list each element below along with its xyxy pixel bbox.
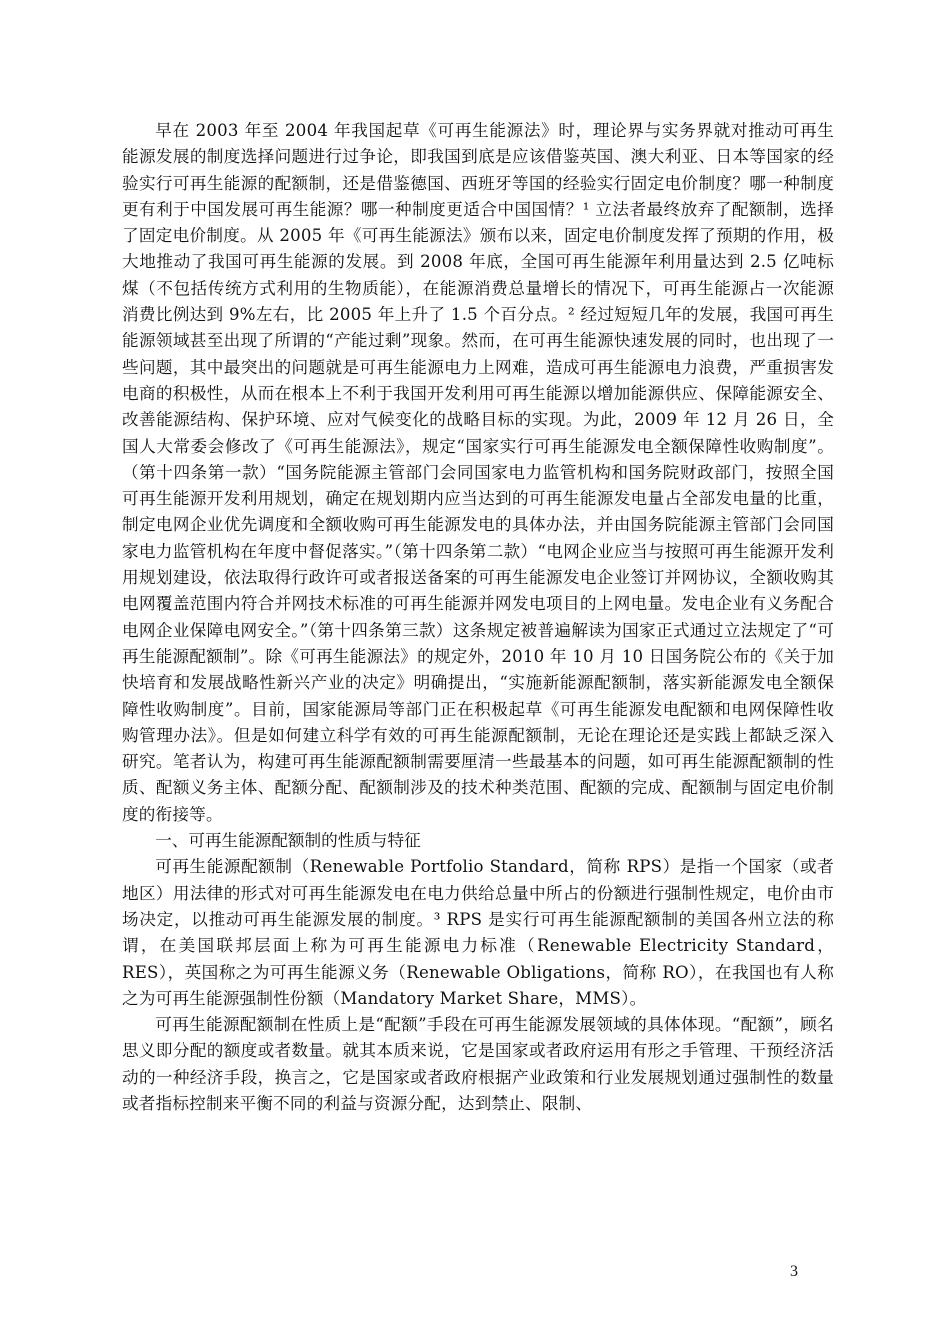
section-heading: 一、可再生能源配额制的性质与特征 xyxy=(155,831,421,851)
paragraph-quota-nature: 可再生能源配额制在性质上是“配额”手段在可再生能源发展领域的具体体现。“配额”，顾名思义即分配的额度或者数量。就其本质来说，它是国家或者政府运用有形之手管理、干预经济活动的一种经济手段，换言之，它是国家或者政府根据产业政策和行业发展规划通过强制性的数量或者指标控制来平衡不同的利益与资源分配，达到禁止、限制、 xyxy=(122,1015,834,1113)
paragraph-intro: 早在 2003 年至 2004 年我国起草《可再生能源法》时，理论界与实务界就对推动可再生能源发展的制度选择问题进行过争论，即我国到底是应该借鉴英国、澳大利亚、日本等国家的经验实行可再生能源的配额制，还是借鉴德国、西班牙等国的经验实行固定电价制度？哪一种制度更有利于中国发展可再生能源？哪一种制度更适合中国国情？¹ 立法者最终放弃了配额制，选择了固定电价制度。从 2005 年《可再生能源法》颁布以来，固定电价制度发挥了预期的作用，极大地推动了我国可再生能源的发展。到 2008 年底，全国可再生能源年利用量达到 2.5 亿吨标煤（不包括传统方式利用的生物质能），在能源消费总量增长的情况下，可再生能源占一次能源消费比例达到 9%左右，比 2005 年上升了 1.5 个百分点。² 经过短短几年的发展，我国可再生能源领域甚至出现了所谓的“产能过剩”现象。然而，在可再生能源快速发展的同时，也出现了一些问题，其中最突出的问题就是可再生能源电力上网难，造成可再生能源电力浪费，严重损害发电商的积极性，从而在根本上不利于我国开发利用可再生能源以增加能源供应、保障能源安全、改善能源结构、保护环境、应对气候变化的战略目标的实现。为此，2009 年 12 月 26 日，全国人大常委会修改了《可再生能源法》，规定“国家实行可再生能源发电全额保障性收购制度”。（第十四条第一款）“国务院能源主管部门会同国家电力监管机构和国务院财政部门，按照全国可再生能源开发利用规划，确定在规划期内应当达到的可再生能源发电量占全部发电量的比重，制定电网企业优先调度和全额收购可再生能源发电的具体办法，并由国务院能源主管部门会同国家电力监管机构在年度中督促落实。”（第十四条第二款）“电网企业应当与按照可再生能源开发利用规划建设，依法取得行政许可或者报送备案的可再生能源发电企业签订并网协议，全额收购其电网覆盖范围内符合并网技术标准的可再生能源并网发电项目的上网电量。发电企业有义务配合电网企业保障电网安全。”（第十四条第三款）这条规定被普遍解读为国家正式通过立法规定了“可再生能源配额制”。除《可再生能源法》的规定外，2010 年 10 月 10 日国务院公布的《关于加快培育和发展战略性新兴产业的决定》明确提出，“实施新能源配额制，落实新能源发电全额保障性收购制度”。目前，国家能源局等部门正在积极起草《可再生能源发电配额和电网保障性收购管理办法》。但是如何建立科学有效的可再生能源配额制，无论在理论还是实践上都缺乏深入研究。笔者认为，构建可再生能源配额制需要厘清一些最基本的问题，如可再生能源配额制的性质、配额义务主体、配额分配、配额制涉及的技术种类范围、配额的完成、配额制与固定电价制度的衔接等。 xyxy=(122,121,834,824)
paragraph-rps-definition: 可再生能源配额制（Renewable Portfolio Standard，简称 RPS）是指一个国家（或者地区）用法律的形式对可再生能源发电在电力供给总量中所占的份额进行强制性规定，电价由市场决定，以推动可再生能源发展的制度。³ RPS 是实行可再生能源配额制的美国各州立法的称谓，在美国联邦层面上称为可再生能源电力标准（Renewable Electricity Standard，RES），英国称之为可再生能源义务（Renewable Obligations，简称 RO），在我国也有人称之为可再生能源强制性份额（Mandatory Market Share，MMS）。 xyxy=(122,857,834,1008)
body-text xyxy=(122,118,834,1117)
page-number: 3 xyxy=(790,1263,798,1280)
